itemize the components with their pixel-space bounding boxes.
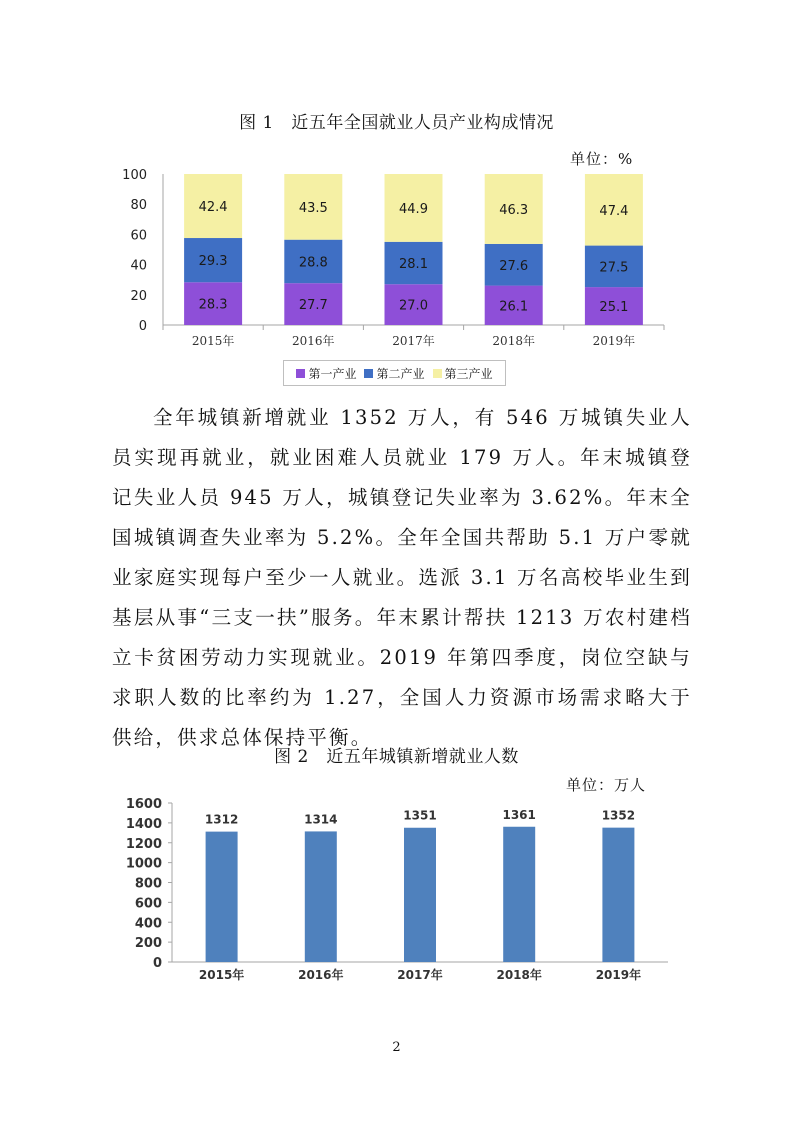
legend-swatch-tertiary [433,369,442,378]
figure2-x-tick-label: 2017年 [397,968,443,982]
figure2-y-tick-label: 1000 [125,856,162,872]
figure2-y-tick-label: 1600 [125,797,162,812]
figure2-x-tick-label: 2015年 [198,968,245,982]
figure2-x-tick-label: 2018年 [496,968,542,982]
figure1-data-label: 26.1 [499,299,529,315]
figure1-data-label: 28.8 [298,255,328,271]
figure1-legend [283,360,506,386]
figure2-x-tick-label: 2016年 [298,968,344,982]
figure2-y-tick-label: 800 [134,876,162,892]
figure2-y-tick-label: 600 [134,896,162,912]
figure1-data-label: 28.1 [399,257,428,273]
legend-swatch-primary [296,369,305,378]
figure1-title: 图 1 近五年全国就业人员产业构成情况 [239,113,554,133]
figure1-data-label: 27.7 [298,298,328,314]
figure1-x-tick-label: 2019年 [592,334,636,348]
figure1-data-label: 47.4 [599,203,629,219]
figure1-unit: 单位：% [570,150,634,168]
figure1-y-tick-label: 100 [122,168,147,183]
figure1-x-tick-label: 2017年 [392,334,435,348]
figure1-y-tick-label: 20 [130,288,147,304]
figure1-data-label: 42.4 [198,200,228,216]
figure1-y-tick-label: 40 [130,258,147,274]
figure2-bar-chart [0,790,793,1010]
figure2-x-tick-label: 2019年 [595,968,642,982]
figure2-bar [206,832,238,962]
figure1-data-label: 27.0 [399,298,428,314]
figure1-data-label: 27.5 [599,260,629,276]
legend-label-primary: 第一产业 [308,366,357,381]
legend-swatch-secondary [364,369,373,378]
figure2-bar [305,831,337,962]
figure2-y-tick-label: 200 [134,936,162,952]
legend-label-tertiary: 第三产业 [444,366,493,381]
figure2-y-tick-label: 1400 [125,816,162,832]
figure1-y-tick-label: 80 [130,198,147,214]
figure1-x-tick-label: 2018年 [492,334,535,348]
legend-label-secondary: 第二产业 [376,366,425,381]
legend-item-primary [296,365,356,382]
figure2-bar [404,828,436,962]
body-paragraph: 全年城镇新增就业 1352 万人，有 546 万城镇失业人员实现再就业，就业困难人员就业 179 万人。年末城镇登记失业人员 945 万人，城镇登记失业率为 3.62%。年末全国城镇调查失业率为 5.2%。全年全国共帮助 5.1 万户零就业家庭实现每户至少一人就业。选派 3.1 万名高校毕业生到基层从事“三支一扶”服务。年末累计帮扶 1213 万农村建档立卡贫困劳动力实现就业。2019 年第四季度，岗位空缺与求职人数的比率约为 1.27，全国人力资源市场需求略大于供给，供求总体保持平衡。 [112,406,692,749]
figure2-unit: 单位：万人 [566,776,647,794]
figure2-y-tick-label: 0 [152,956,162,971]
figure2-bar [503,827,535,962]
figure1-data-label: 43.5 [298,200,328,216]
figure2-title: 图 2 近五年城镇新增就业人数 [274,747,519,767]
figure2-data-label: 1312 [204,812,239,827]
figure1-y-tick-label: 60 [130,228,147,244]
figure1-x-tick-label: 2015年 [191,334,235,348]
page-number: 2 [392,1040,401,1055]
figure2-bar [602,828,634,962]
figure1-data-label: 29.3 [198,254,228,270]
figure1-data-label: 27.6 [499,258,529,274]
figure1-data-label: 46.3 [499,202,529,218]
figure2-data-label: 1351 [403,808,437,823]
legend-item-tertiary [433,365,493,382]
figure2-y-tick-label: 400 [134,916,162,932]
figure2-data-label: 1314 [304,812,338,827]
figure1-data-label: 28.3 [198,297,228,313]
figure1-data-label: 44.9 [399,201,428,217]
figure2-data-label: 1361 [502,807,536,822]
figure1-data-label: 25.1 [599,300,629,316]
figure2-data-label: 1352 [601,808,636,823]
figure1-y-tick-label: 0 [138,319,147,334]
figure1-x-tick-label: 2016年 [292,334,335,348]
legend-item-secondary [364,365,424,382]
figure1-stacked-bar-chart [0,0,793,360]
figure2-y-tick-label: 1200 [125,836,162,852]
